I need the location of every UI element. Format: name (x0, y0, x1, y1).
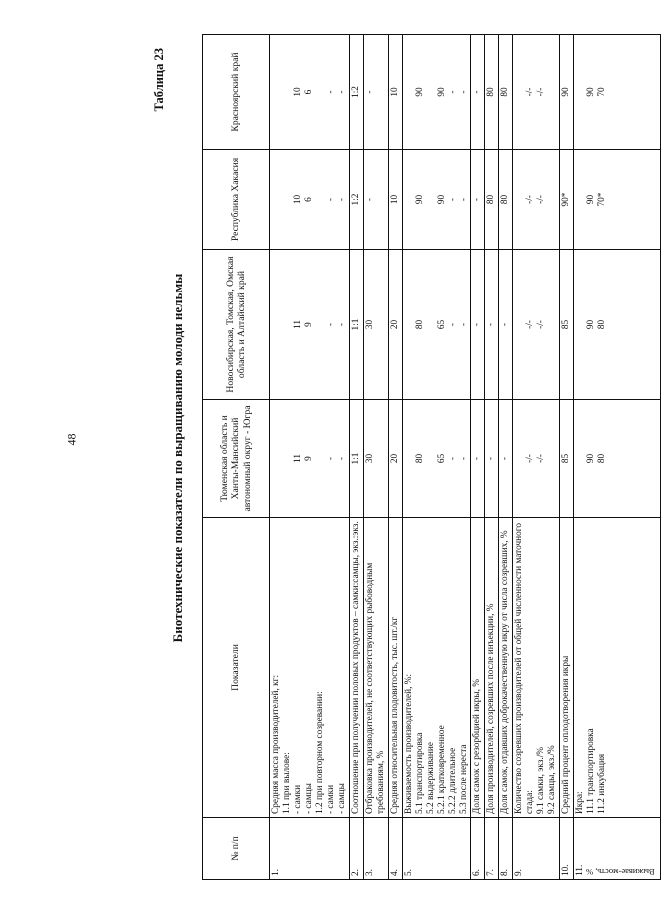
value-cell (574, 150, 661, 250)
row-label (471, 518, 485, 818)
value-cell (349, 400, 363, 518)
cell-value: -/- (536, 454, 547, 463)
value-cell (574, 400, 661, 518)
cell-value: - (447, 322, 458, 327)
cell-value: -/- (536, 195, 547, 204)
cell-value: -/- (525, 454, 536, 463)
value-cell (471, 35, 485, 150)
cell-value (514, 253, 525, 396)
row-label (574, 518, 661, 818)
row-label-line: - самки (292, 784, 303, 814)
cell-value: 6 (303, 89, 314, 95)
value-cell (363, 250, 388, 400)
cell-value: -/- (536, 87, 547, 97)
value-cell (513, 150, 560, 250)
cell-value: - (447, 456, 458, 461)
cell-value: - (336, 197, 347, 202)
value-cell (560, 150, 574, 250)
cell-value: 80 (414, 453, 425, 464)
cell-value: 80 (500, 194, 511, 205)
value-cell (471, 400, 485, 518)
table-row (388, 35, 402, 880)
row-number: 3. (363, 818, 388, 880)
row-label-line: Средняя относительная плодовитость, тыс. шт./кг (389, 616, 400, 814)
row-label (485, 518, 499, 818)
value-cell (363, 150, 388, 250)
cell-value (404, 153, 415, 246)
table-body (270, 35, 661, 880)
row-label-line: 5.2.2 длительное (447, 747, 458, 814)
cell-value (575, 153, 586, 246)
value-cell (363, 35, 388, 150)
cell-value: - (472, 90, 483, 94)
cell-value (575, 253, 586, 396)
cell-value (271, 153, 282, 246)
value-cell (560, 400, 574, 518)
value-cell (560, 250, 574, 400)
cell-value: 1:1 (350, 452, 361, 465)
value-cell (402, 150, 471, 250)
cell-value: - (325, 197, 336, 202)
cell-value: 20 (389, 453, 400, 464)
value-cell (560, 35, 574, 150)
row-number: 7. (485, 818, 499, 880)
cell-value: - (458, 456, 469, 461)
cell-value: 90 (436, 194, 447, 205)
row-label (388, 518, 402, 818)
cell-value: 6 (303, 197, 314, 202)
cell-value: 1:2 (350, 193, 361, 206)
cell-value (514, 38, 525, 146)
value-cell (499, 400, 513, 518)
header-novosibirsk: Новосибирская, Томская, Омская область и Алтайский край (203, 250, 270, 400)
table-header-row (203, 35, 270, 880)
cell-value: - (364, 90, 375, 94)
cell-value (426, 403, 437, 514)
cell-value: 70 (597, 87, 608, 97)
cell-value: 11 (292, 454, 303, 463)
cell-value (404, 403, 415, 514)
cell-value: 85 (561, 453, 572, 464)
row-label-line: Соотношение при получении половых продуктов – самки:самцы, экз.:экз. (350, 521, 361, 814)
cell-value: 90 (561, 87, 572, 97)
row-label (349, 518, 363, 818)
value-cell (388, 400, 402, 518)
cell-value: 10 (389, 194, 400, 205)
data-table (202, 34, 661, 880)
row-label-line: Средняя масса производителей, кг: (271, 674, 281, 814)
row-label-line: 5.3 после нереста (458, 744, 469, 814)
row-label (513, 518, 560, 818)
value-cell (471, 250, 485, 400)
table-row (574, 35, 661, 880)
value-cell (349, 150, 363, 250)
value-cell (402, 400, 471, 518)
cell-value: 10 (292, 194, 303, 205)
cell-value (426, 253, 437, 396)
value-cell (402, 35, 471, 150)
cell-value: - (325, 322, 336, 327)
cell-value: 1:1 (350, 318, 361, 331)
table-row (363, 35, 388, 880)
value-cell (485, 250, 499, 400)
cell-value (271, 38, 282, 146)
value-cell (349, 250, 363, 400)
cell-value: 80 (414, 319, 425, 330)
row-label-line: 1.1 при вылове: (281, 752, 292, 814)
value-cell (574, 35, 661, 150)
cell-value: - (336, 90, 347, 94)
cell-value: -/- (536, 320, 547, 329)
cell-value: - (364, 197, 375, 202)
value-cell (388, 35, 402, 150)
cell-value: 30 (364, 453, 375, 464)
row-label-line: Выживаемость производителей, %: (403, 673, 414, 814)
header-khakassia: Республика Хакасия (203, 150, 270, 250)
row-label-line: Доля самок с резорбцией икры, % (472, 679, 483, 814)
cell-value: 85 (561, 319, 572, 330)
value-cell (574, 250, 661, 400)
row-label-line: 9.1 самки, экз./% (536, 746, 547, 814)
row-label-line: - самки (325, 784, 336, 814)
table-row (560, 35, 574, 880)
cell-value: - (336, 456, 347, 461)
row-label-line: 11.1 транспортировка (586, 728, 597, 814)
table-title: Биотехнические показатели по выращиванию молоди нельмы (170, 273, 185, 643)
value-cell (485, 400, 499, 518)
row-number: 10. (560, 818, 574, 880)
cell-value: 10 (292, 87, 303, 97)
value-cell (499, 150, 513, 250)
cell-value (426, 153, 437, 246)
table-row (349, 35, 363, 880)
row-label-line: - самцы (303, 783, 314, 814)
cell-value: -/- (525, 87, 536, 97)
cell-value: - (325, 456, 336, 461)
cell-value: 90 (586, 194, 597, 205)
cell-value (315, 153, 326, 246)
row-label-line: 9.2 самцы, экз./% (547, 745, 558, 814)
cell-value: 80 (500, 87, 511, 97)
value-cell (388, 150, 402, 250)
cell-value: 9 (303, 322, 314, 327)
value-cell (513, 400, 560, 518)
cell-value: - (458, 197, 469, 202)
value-cell (270, 150, 350, 250)
header-krasnoyarsk: Красноярский край (203, 35, 270, 150)
cell-value (404, 253, 415, 396)
value-cell (499, 35, 513, 150)
row-label (499, 518, 513, 818)
value-cell (513, 35, 560, 150)
table-number: Таблица 23 (152, 48, 166, 112)
cell-value: 80 (597, 319, 608, 330)
row-label-line: Количество созревших производителей от общей численности маточного стада: (514, 522, 536, 814)
table-heading (152, 28, 186, 888)
cell-value: 80 (486, 194, 497, 205)
value-cell (388, 250, 402, 400)
cell-value: - (500, 322, 511, 327)
cell-value (282, 153, 293, 246)
table-row (471, 35, 485, 880)
row-label-line: Икра: (575, 791, 586, 814)
row-number-text: 11. (575, 864, 586, 876)
row-label-line: - самцы (336, 783, 347, 814)
cell-value (315, 403, 326, 514)
cell-value: 11 (292, 320, 303, 329)
row-label-line: 11.2 инкубация (597, 753, 608, 814)
row-label-line: Средний процент оплодотворения икры (561, 655, 572, 814)
cell-value: -/- (525, 195, 536, 204)
value-cell (363, 400, 388, 518)
page-number: 48 (64, 433, 79, 446)
cell-value (575, 38, 586, 146)
cell-value: - (447, 90, 458, 94)
cell-value: - (458, 322, 469, 327)
cell-value (575, 403, 586, 514)
cell-value: -/- (525, 320, 536, 329)
row-label (270, 518, 350, 818)
cell-value (282, 403, 293, 514)
table-row (402, 35, 471, 880)
value-cell (349, 35, 363, 150)
row-label (560, 518, 574, 818)
value-cell (402, 250, 471, 400)
cell-value: - (486, 456, 497, 461)
cell-value: 90 (586, 319, 597, 330)
cell-value (271, 253, 282, 396)
cell-value: - (472, 456, 483, 461)
row-number: 5. (402, 818, 471, 880)
value-cell (499, 250, 513, 400)
value-cell (485, 35, 499, 150)
cell-value: - (325, 90, 336, 94)
table-row (485, 35, 499, 880)
cell-value (282, 38, 293, 146)
table-row (513, 35, 560, 880)
row-label-line: 1.2 при повторном созревании: (314, 691, 325, 814)
row-label-line: Отбраковка производителей, не соответствующих рыбоводным требованиям, % (364, 562, 386, 814)
cell-value (404, 38, 415, 146)
side-label: Выживае-мость, % (586, 867, 655, 877)
cell-value: 90 (414, 87, 425, 97)
value-cell (513, 250, 560, 400)
cell-value: 65 (436, 319, 447, 330)
cell-value: - (500, 456, 511, 461)
header-indicator: Показатели (203, 518, 270, 818)
cell-value: 1:2 (350, 86, 361, 98)
cell-value: 90 (436, 87, 447, 97)
cell-value (282, 253, 293, 396)
row-label-line: Доля производителей, созревших после инъекции, % (486, 603, 497, 814)
row-number: 9. (513, 818, 560, 880)
value-cell (270, 35, 350, 150)
value-cell (270, 250, 350, 400)
cell-value: - (472, 197, 483, 202)
value-cell (485, 150, 499, 250)
cell-value: - (458, 90, 469, 94)
cell-value: - (447, 197, 458, 202)
row-label-line: Доля самок, отдавших доброкачественную икру от числа созревших, % (500, 530, 511, 814)
table-row (499, 35, 513, 880)
value-cell (471, 150, 485, 250)
row-number: 2. (349, 818, 363, 880)
cell-value: 80 (486, 87, 497, 97)
header-number: № п/п (203, 818, 270, 880)
row-number: 1. (270, 818, 350, 880)
row-number: 6. (471, 818, 485, 880)
cell-value: - (336, 322, 347, 327)
cell-value (315, 38, 326, 146)
cell-value: 65 (436, 453, 447, 464)
cell-value: 90* (561, 192, 572, 207)
row-number (574, 818, 661, 880)
cell-value: - (472, 322, 483, 327)
cell-value: 30 (364, 319, 375, 330)
cell-value: 90 (586, 87, 597, 97)
cell-value (514, 403, 525, 514)
row-label (402, 518, 471, 818)
cell-value: 80 (597, 453, 608, 464)
cell-value: - (486, 322, 497, 327)
cell-value: 90 (414, 194, 425, 205)
cell-value: 10 (389, 87, 400, 97)
row-label-line: 5.2.1 кратковременное (436, 725, 447, 814)
cell-value (514, 153, 525, 246)
row-label (363, 518, 388, 818)
cell-value: 70* (597, 192, 608, 207)
header-tyumen: Тюменская область и Ханты-Мансийский автономный округ - Югра (203, 400, 270, 518)
cell-value: 90 (586, 453, 597, 464)
row-label-line: 5.2 выдерживание (425, 742, 436, 814)
cell-value: 20 (389, 319, 400, 330)
rotated-page (152, 28, 655, 888)
table-row (270, 35, 350, 880)
cell-value (315, 253, 326, 396)
row-number: 4. (388, 818, 402, 880)
cell-value (271, 403, 282, 514)
cell-value: 9 (303, 456, 314, 461)
row-number: 8. (499, 818, 513, 880)
value-cell (270, 400, 350, 518)
row-label-line: 5.1 транспортировка (414, 732, 425, 814)
cell-value (426, 38, 437, 146)
